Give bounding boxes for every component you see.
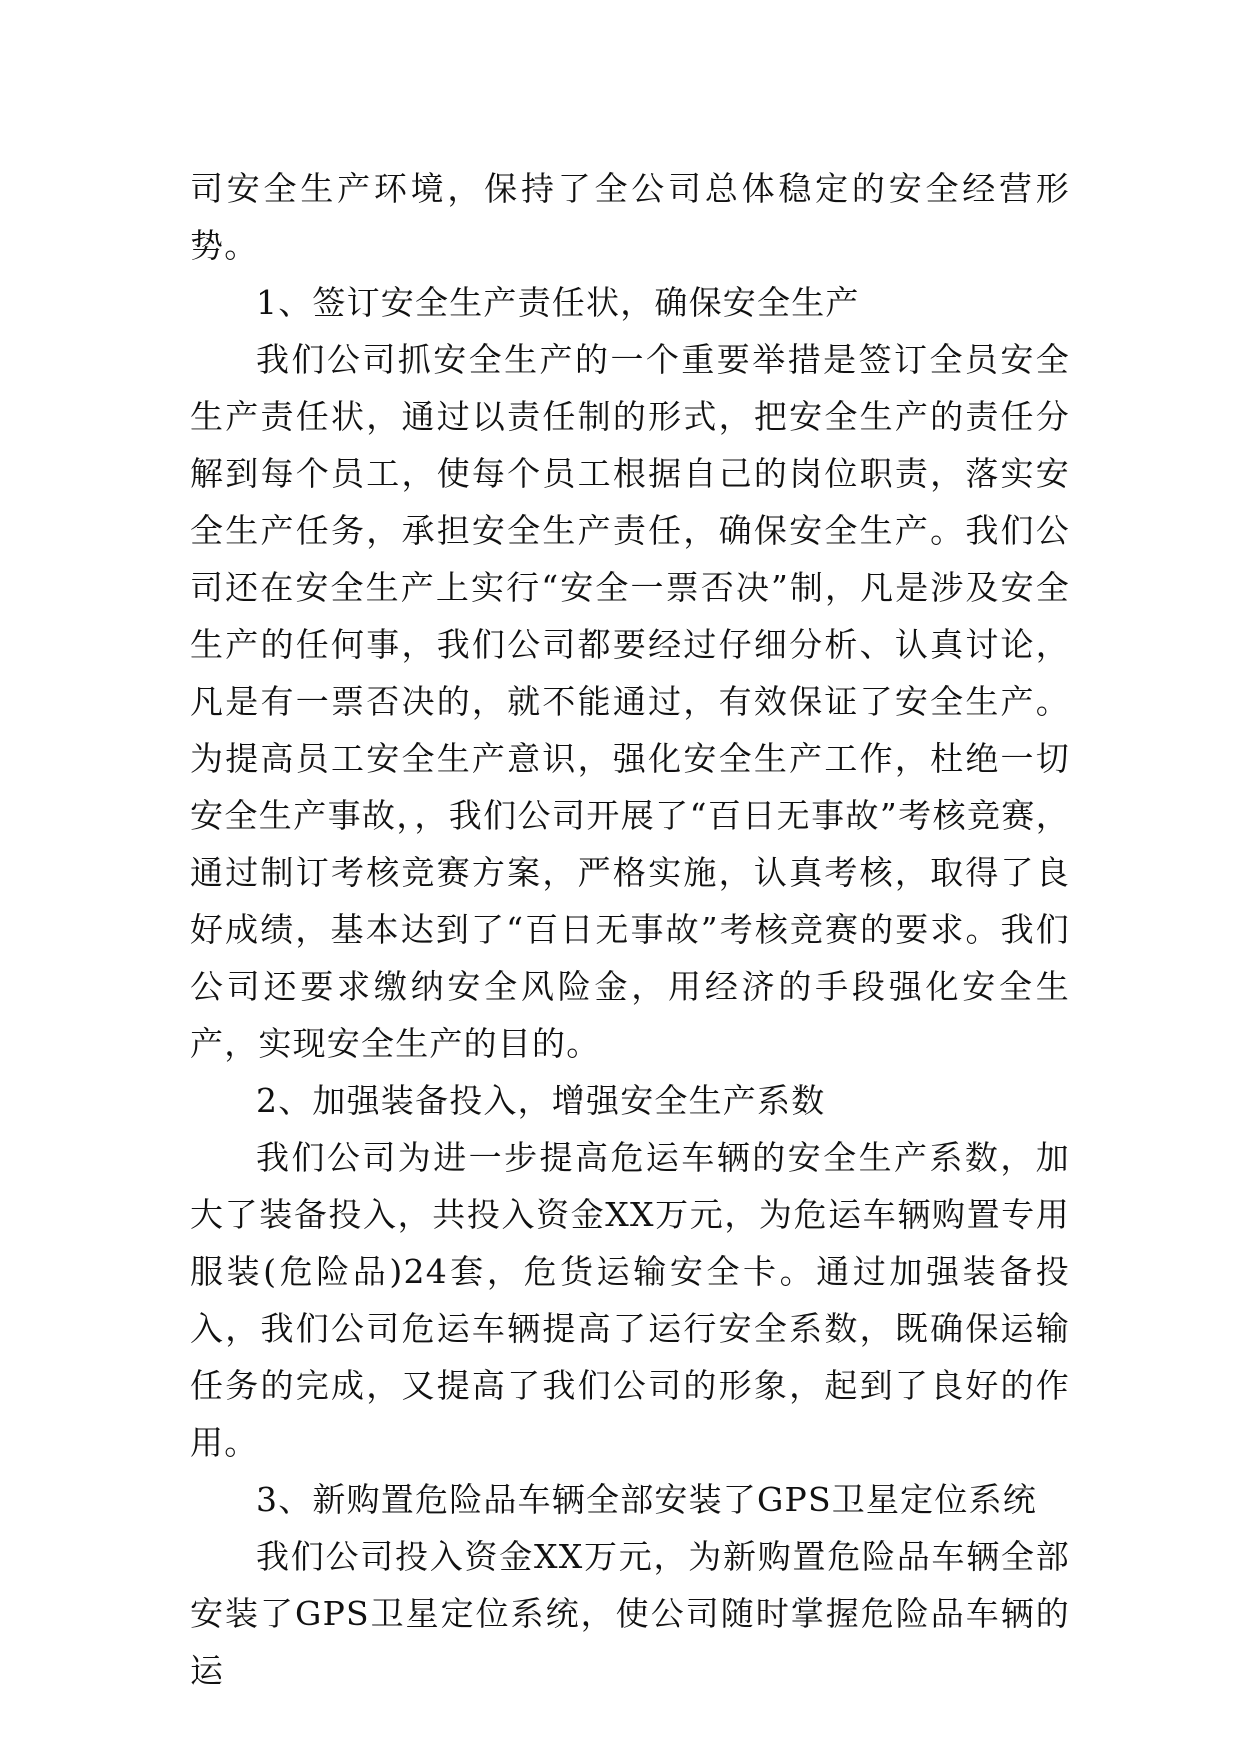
section-heading-2: 2、加强装备投入，增强安全生产系数 xyxy=(256,1081,826,1120)
document-body xyxy=(190,160,1070,1699)
paragraph-continuation: 司安全生产环境，保持了全公司总体稳定的安全经营形势。 xyxy=(190,169,1070,265)
section-heading-1: 1、签订安全生产责任状，确保安全生产 xyxy=(256,283,860,322)
paragraph-equipment: 我们公司为进一步提高危运车辆的安全生产系数，加大了装备投入，共投入资金XX万元，为危运车辆购置专用服装(危险品)24套，危货运输安全卡。通过加强装备投入，我们公司危运车辆提高了运行安全系数，既确保运输任务的完成，又提高了我们公司的形象，起到了良好的作用。 xyxy=(190,1138,1070,1462)
paragraph-responsibility: 我们公司抓安全生产的一个重要举措是签订全员安全生产责任状，通过以责任制的形式，把安全生产的责任分解到每个员工，使每个员工根据自己的岗位职责，落实安全生产任务，承担安全生产责任，确保安全生产。我们公司还在安全生产上实行“安全一票否决”制，凡是涉及安全生产的任何事，我们公司都要经过仔细分析、认真讨论，凡是有一票否决的，就不能通过，有效保证了安全生产。为提高员工安全生产意识，强化安全生产工作，杜绝一切安全生产事故，，我们公司开展了“百日无事故”考核竞赛，通过制订考核竞赛方案，严格实施，认真考核，取得了良好成绩，基本达到了“百日无事故”考核竞赛的要求。我们公司还要求缴纳安全风险金，用经济的手段强化安全生产，实现安全生产的目的。 xyxy=(190,340,1070,1063)
section-heading-3: 3、新购置危险品车辆全部安装了GPS卫星定位系统 xyxy=(256,1480,1037,1519)
paragraph-gps: 我们公司投入资金XX万元，为新购置危险品车辆全部安装了GPS卫星定位系统，使公司随时掌握危险品车辆的运 xyxy=(190,1537,1070,1690)
